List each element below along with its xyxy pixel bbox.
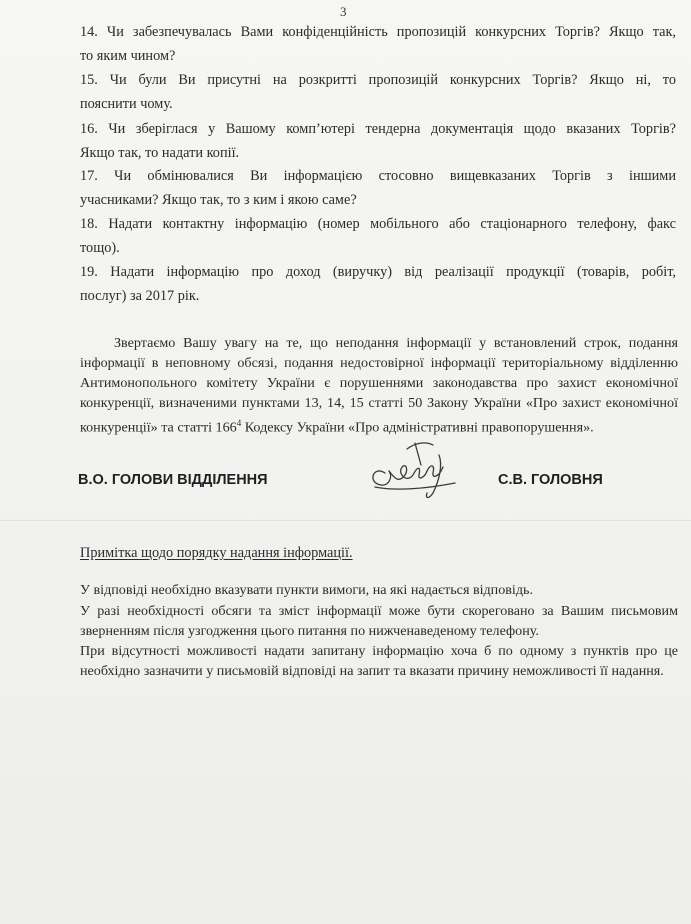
paper-fold [0, 520, 691, 521]
note-title: Примітка щодо порядку надання інформації. [80, 545, 353, 561]
note-paragraph-1-text: У відповіді необхідно вказувати пункти вимоги, на які надається відповідь. [80, 582, 533, 598]
question-14 [80, 20, 676, 68]
signature-row [78, 472, 678, 502]
question-16-line1: 16. Чи зберіглася у Вашому комп’ютері тендерна документація щодо вказаних Торгів? [80, 121, 676, 137]
liability-notice [80, 333, 678, 438]
question-14-line1: 14. Чи забезпечувалась Вами конфіденційність пропозицій конкурсних Торгів? Якщо так, [80, 24, 676, 40]
note-paragraph-2 [80, 601, 678, 641]
question-17-line1: 17. Чи обмінювалися Ви інформацією стосовно вищевказаних Торгів з іншими [80, 168, 676, 184]
question-16 [80, 117, 676, 165]
signer-name: С.В. ГОЛОВНЯ [498, 472, 603, 488]
question-17 [80, 164, 676, 212]
note-paragraph-3-text: При відсутності можливості надати запитану інформацію хоча б по одному з пунктів про це необхідно зазначити у письмовій відповіді на запит та вказати причину неможливості її надання. [80, 643, 678, 679]
question-19-line2: послуг) за 2017 рік. [80, 288, 200, 304]
notice-text-main: Звертаємо Вашу увагу на те, що неподання інформації у встановлений строк, подання інформації в неповному обсязі, подання недостовірної інформації територіальному відділенню Антимонопольного комітету України є порушеннями законодавства про захист економічної конкуренції, визначеними пунктами 13, 14, 15 статті 50 Закону України «Про захист економічної конкуренції» та статті 166 [80, 335, 678, 436]
note-paragraph-1 [80, 580, 678, 600]
notice-text-tail: Кодексу України «Про адміністративні правопорушення». [241, 419, 594, 436]
question-15-line2: пояснити чому. [80, 96, 173, 112]
question-15-line1: 15. Чи були Ви присутні на розкритті пропозицій конкурсних Торгів? Якщо ні, то [80, 72, 676, 88]
signer-position: В.О. ГОЛОВИ ВІДДІЛЕННЯ [78, 472, 268, 488]
question-16-line2: Якщо так, то надати копії. [80, 145, 240, 161]
notice-superscript: 4 [236, 418, 242, 428]
question-19-line1: 19. Надати інформацію про доход (виручку) від реалізації продукції (товарів, робіт, [80, 264, 676, 280]
question-18 [80, 212, 676, 260]
page-number: 3 [340, 4, 347, 19]
question-18-line1: 18. Надати контактну інформацію (номер мобільного або стаціонарного телефону, факс [80, 216, 676, 232]
question-15 [80, 68, 676, 116]
question-14-line2: то яким чином? [80, 48, 176, 64]
note-paragraph-3 [80, 641, 678, 681]
note-paragraph-2-text: У разі необхідності обсяги та зміст інформації може бути скореговано за Вашим письмовим зверненням після узгодження цього питання по нижченаведеному телефону. [80, 603, 678, 639]
question-19 [80, 260, 676, 308]
question-17-line2: учасниками? Якщо так, то з ким і якою саме? [80, 192, 357, 208]
question-18-line2: тощо). [80, 240, 120, 256]
